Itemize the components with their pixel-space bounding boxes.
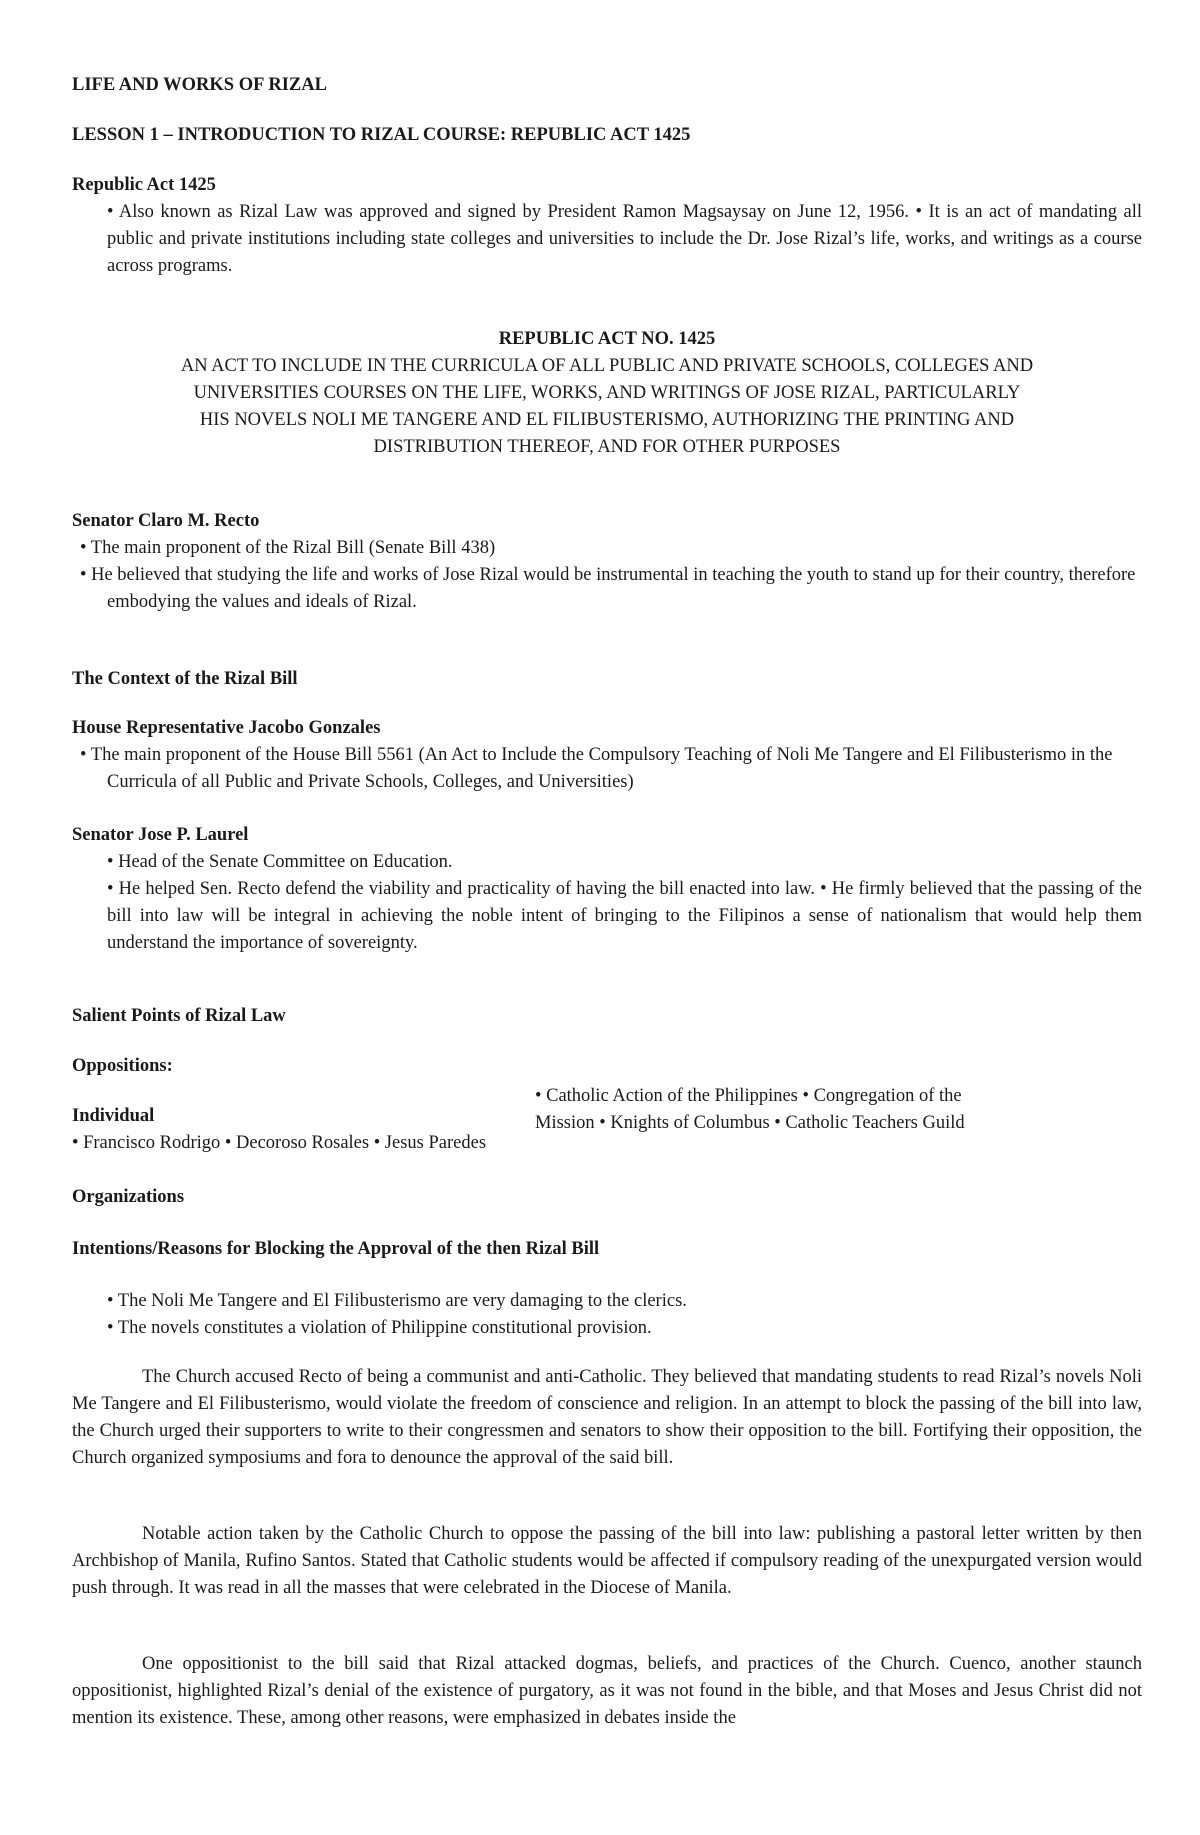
act-title-line: HIS NOVELS NOLI ME TANGERE AND EL FILIBUSTERISMO, AUTHORIZING THE PRINTING AND [199,410,1015,430]
organizations-heading: Organizations [72,1187,185,1207]
act-title-line: UNIVERSITIES COURSES ON THE LIFE, WORKS, AND WRITINGS OF JOSE RIZAL, PARTICULARLY [193,383,1021,403]
section-heading-republic-act: Republic Act 1425 [72,175,216,195]
act-title-line: AN ACT TO INCLUDE IN THE CURRICULA OF ALL PUBLIC AND PRIVATE SCHOOLS, COLLEGES AND [180,356,1034,376]
list-item: • He helped Sen. Recto defend the viability and practicality of having the bill enacted into law. • He firmly believed that the passing of the bill into law will be integral in achieving the noble intent of bringing to the Filipinos a sense of nationalism that would help them understand the importance of sovereignty. [107,879,1142,953]
section-heading-salient-points: Salient Points of Rizal Law [72,1006,286,1026]
individual-heading: Individual [72,1106,155,1126]
list-item: • The main proponent of the Rizal Bill (Senate Bill 438) [80,538,496,558]
document-title: LIFE AND WORKS OF RIZAL [72,75,327,95]
list-item: • The Noli Me Tangere and El Filibusterismo are very damaging to the clerics. [107,1291,687,1311]
body-paragraph: The Church accused Recto of being a communist and anti-Catholic. They believed that mandating students to read Rizal’s novels Noli Me Tangere and El Filibusterismo, would violate the freedom of conscience and religion. In an attempt to block the passing of the bill into law, the Church urged their supporters to write to their congressmen and senators to show their opposition to the bill. Fortifying their opposition, the Church organized symposiums and fora to denounce the approval of the said bill. [72,1367,1142,1468]
list-item: • He believed that studying the life and works of Jose Rizal would be instrumental in teaching the youth to stand up for their country, therefore embodying the values and ideals of Rizal. [80,565,1136,612]
recto-bullets [72,535,1142,616]
act-title [72,353,1142,461]
republic-act-description: • Also known as Rizal Law was approved and signed by President Ramon Magsaysay on June 12, 1956. • It is an act of mandating all public and private institutions including state colleges and universities to include the Dr. Jose Rizal’s life, works, and writings as a course across programs. [107,202,1142,276]
section-heading-intentions: Intentions/Reasons for Blocking the Approval of the then Rizal Bill [72,1239,600,1259]
list-item: • The novels constitutes a violation of Philippine constitutional provision. [107,1318,652,1338]
oppositions-heading: Oppositions: [72,1056,173,1076]
lesson-title: LESSON 1 – INTRODUCTION TO RIZAL COURSE: REPUBLIC ACT 1425 [72,125,691,145]
list-item: • The main proponent of the House Bill 5561 (An Act to Include the Compulsory Teaching of Noli Me Tangere and El Filibusterismo in the Curricula of all Public and Private Schools, Colleges, and Universities) [80,745,1113,792]
section-heading-laurel: Senator Jose P. Laurel [72,825,249,845]
section-heading-gonzales: House Representative Jacobo Gonzales [72,718,381,738]
act-heading: REPUBLIC ACT NO. 1425 [498,329,716,349]
section-heading-context: The Context of the Rizal Bill [72,669,298,689]
gonzales-bullets [72,742,1142,796]
act-title-line: DISTRIBUTION THEREOF, AND FOR OTHER PURPOSES [373,437,841,457]
intentions-bullets [72,1288,1142,1342]
body-paragraph: Notable action taken by the Catholic Church to oppose the passing of the bill into law: publishing a pastoral letter written by then Archbishop of Manila, Rufino Santos. Stated that Catholic students would be affected if compulsory reading of the unexpurgated version would push through. It was read in all the masses that were celebrated in the Diocese of Manila. [72,1524,1142,1598]
laurel-bullets [72,849,1142,957]
list-item: • Head of the Senate Committee on Education. [107,852,453,872]
individual-list: • Francisco Rodrigo • Decoroso Rosales • Jesus Paredes [72,1133,487,1153]
section-heading-recto: Senator Claro M. Recto [72,511,260,531]
organizations-list: • Catholic Action of the Philippines • Congregation of the Mission • Knights of Columbus • Catholic Teachers Guild [535,1086,965,1133]
body-paragraph: One oppositionist to the bill said that Rizal attacked dogmas, beliefs, and practices of the Church. Cuenco, another staunch oppositionist, highlighted Rizal’s denial of the existence of purgatory, as it was not found in the bible, and that Moses and Jesus Christ did not mention its existence. These, among other reasons, were emphasized in debates inside the [72,1654,1142,1728]
